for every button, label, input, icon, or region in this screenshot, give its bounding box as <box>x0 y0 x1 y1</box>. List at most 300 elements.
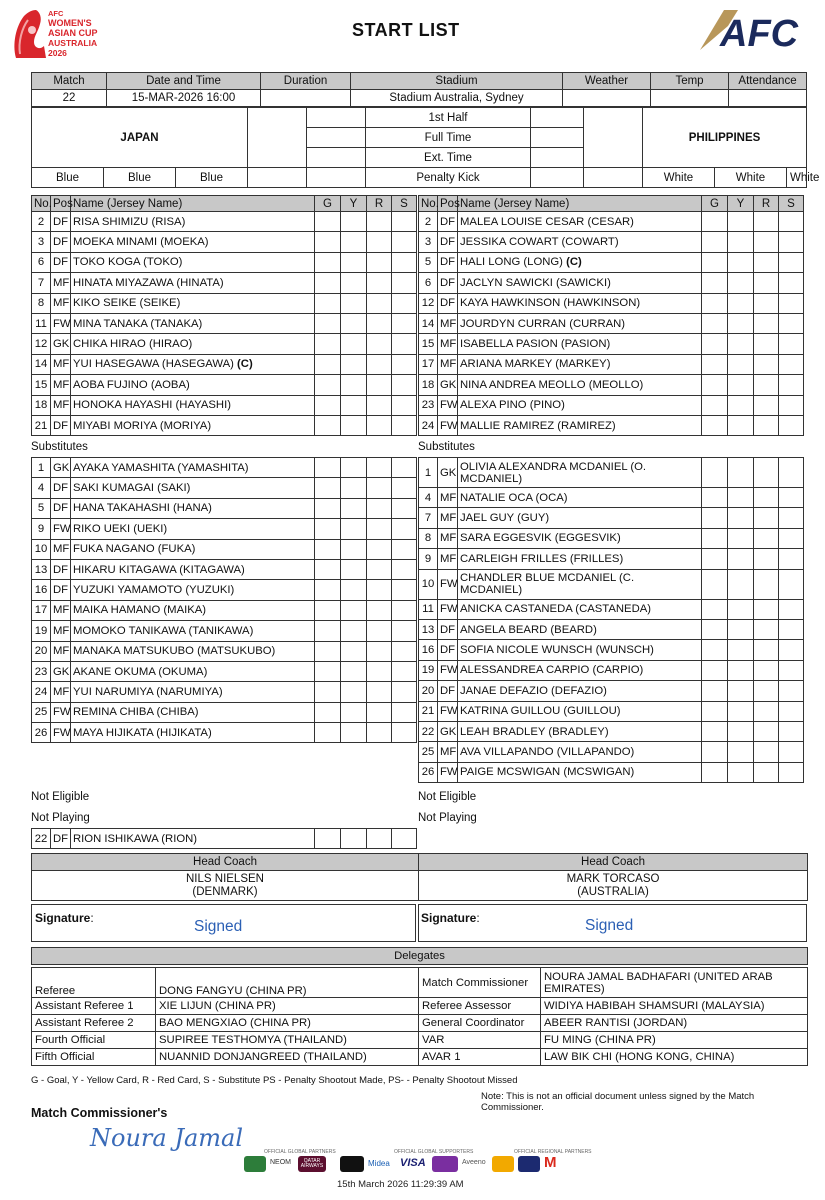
player-row <box>419 742 804 762</box>
player-name: ANICKA CASTANEDA (CASTANEDA) <box>458 599 702 619</box>
yellow-card-cell <box>341 641 367 661</box>
yellow-card-cell <box>728 508 754 528</box>
player-number: 20 <box>419 681 438 701</box>
substitute-cell <box>779 599 804 619</box>
yellow-card-cell <box>341 580 367 600</box>
player-row <box>32 580 417 600</box>
player-position: MF <box>438 334 458 354</box>
sponsor-logo-dark <box>340 1156 364 1172</box>
substitute-cell <box>779 252 804 272</box>
red-card-cell <box>754 458 779 488</box>
player-position: DF <box>438 619 458 639</box>
player-number: 8 <box>419 528 438 548</box>
substitute-cell <box>779 273 804 293</box>
substitute-cell <box>779 681 804 701</box>
yellow-card-cell <box>341 415 367 435</box>
yellow-card-cell <box>728 619 754 639</box>
player-row <box>419 458 804 488</box>
sponsor-logo-purple <box>432 1156 458 1172</box>
note-text: Note: This is not an official document unless signed by the Match Commissioner. <box>481 1091 755 1113</box>
home-kit-shirt: Blue <box>32 168 104 188</box>
player-row <box>32 395 417 415</box>
substitute-cell <box>779 762 804 782</box>
yellow-card-cell <box>341 600 367 620</box>
substitute-cell <box>779 395 804 415</box>
player-name: MALEA LOUISE CESAR (CESAR) <box>458 212 702 232</box>
goal-cell <box>315 354 341 374</box>
match-label: Match <box>32 73 107 90</box>
substitute-cell <box>392 293 417 313</box>
player-row <box>32 478 417 498</box>
substitute-cell <box>779 660 804 680</box>
away-starters-table <box>418 195 804 436</box>
player-number: 17 <box>32 600 51 620</box>
goal-cell <box>315 415 341 435</box>
col-name-header: Name (Jersey Name) <box>71 196 315 212</box>
col-red-header: R <box>367 196 392 212</box>
home-head-coach-label: Head Coach <box>32 854 419 871</box>
substitute-cell <box>392 252 417 272</box>
red-card-cell <box>754 375 779 395</box>
player-name: AVA VILLAPANDO (VILLAPANDO) <box>458 742 702 762</box>
sponsor-visa: VISA <box>400 1157 426 1169</box>
substitute-cell <box>779 508 804 528</box>
player-number: 21 <box>32 415 51 435</box>
home-coach-country: (DENMARK) <box>192 885 258 898</box>
delegate-role: Referee Assessor <box>419 998 541 1015</box>
substitute-cell <box>779 232 804 252</box>
player-name: REMINA CHIBA (CHIBA) <box>71 702 315 722</box>
player-name: SOFIA NICOLE WUNSCH (WUNSCH) <box>458 640 702 660</box>
substitute-cell <box>779 701 804 721</box>
red-card-cell <box>367 498 392 518</box>
red-card-cell <box>367 829 392 849</box>
player-number: 7 <box>419 508 438 528</box>
red-card-cell <box>367 334 392 354</box>
player-number: 15 <box>32 375 51 395</box>
yellow-card-cell <box>341 478 367 498</box>
home-not-playing-rows <box>31 828 417 849</box>
yellow-card-cell <box>341 334 367 354</box>
player-number: 6 <box>419 273 438 293</box>
yellow-card-cell <box>728 212 754 232</box>
substitute-cell <box>392 212 417 232</box>
col-pos-header: Pos <box>51 196 71 212</box>
away-score-cell <box>584 108 643 168</box>
player-row <box>32 702 417 722</box>
goal-cell <box>315 212 341 232</box>
substitute-cell <box>392 375 417 395</box>
substitute-cell <box>779 569 804 599</box>
svg-text:AUSTRALIA: AUSTRALIA <box>48 38 98 48</box>
away-starting-lineup <box>418 195 804 436</box>
player-row <box>419 488 804 508</box>
red-card-cell <box>754 569 779 599</box>
home-starting-lineup <box>31 195 417 436</box>
col-pos-header: Pos <box>438 196 458 212</box>
delegate-name: NUANNID DONJANGREED (THAILAND) <box>156 1049 419 1066</box>
player-row <box>32 723 417 743</box>
away-head-coach-label: Head Coach <box>419 854 808 871</box>
home-score-cell <box>248 108 307 168</box>
goal-cell <box>315 334 341 354</box>
player-row <box>32 313 417 333</box>
col-red-header: R <box>754 196 779 212</box>
substitute-cell <box>392 313 417 333</box>
home-substitutes-table <box>31 457 417 743</box>
player-number: 1 <box>32 458 51 478</box>
player-number: 8 <box>32 293 51 313</box>
player-position: MF <box>51 395 71 415</box>
red-card-cell <box>754 273 779 293</box>
player-name: OLIVIA ALEXANDRA MCDANIEL (O. MCDANIEL) <box>458 458 702 488</box>
goal-cell <box>702 742 728 762</box>
svg-text:AFC: AFC <box>48 9 64 18</box>
player-number: 2 <box>32 212 51 232</box>
player-position: MF <box>51 539 71 559</box>
yellow-card-cell <box>728 334 754 354</box>
delegate-role: Fourth Official <box>32 1032 156 1049</box>
red-card-cell <box>367 559 392 579</box>
substitute-cell <box>779 458 804 488</box>
yellow-card-cell <box>728 742 754 762</box>
player-name: NATALIE OCA (OCA) <box>458 488 702 508</box>
player-name: JACLYN SAWICKI (SAWICKI) <box>458 273 702 293</box>
player-number: 18 <box>419 375 438 395</box>
player-position: MF <box>438 354 458 374</box>
player-number: 21 <box>419 701 438 721</box>
yellow-card-cell <box>341 375 367 395</box>
player-number: 16 <box>419 640 438 660</box>
player-number: 4 <box>419 488 438 508</box>
home-not-playing-label: Not Playing <box>31 812 90 824</box>
substitute-cell <box>392 723 417 743</box>
player-position: DF <box>51 232 71 252</box>
away-signed-text: Signed <box>585 917 634 934</box>
player-name: JANAE DEFAZIO (DEFAZIO) <box>458 681 702 701</box>
red-card-cell <box>367 232 392 252</box>
player-name: JOURDYN CURRAN (CURRAN) <box>458 313 702 333</box>
duration-label: Duration <box>261 73 351 90</box>
red-card-cell <box>367 478 392 498</box>
sponsor-aveeno: Aveeno <box>462 1159 486 1166</box>
player-number: 16 <box>32 580 51 600</box>
player-name: CARLEIGH FRILLES (FRILLES) <box>458 549 702 569</box>
goal-cell <box>702 619 728 639</box>
away-signature-box: Signature: Signed <box>418 904 807 942</box>
player-number: 22 <box>32 829 51 849</box>
col-yellow-header: Y <box>728 196 754 212</box>
player-row <box>419 395 804 415</box>
player-name: ALEXA PINO (PINO) <box>458 395 702 415</box>
player-number: 19 <box>32 621 51 641</box>
yellow-card-cell <box>728 599 754 619</box>
player-row <box>419 293 804 313</box>
yellow-card-cell <box>728 660 754 680</box>
goal-cell <box>315 661 341 681</box>
yellow-card-cell <box>341 702 367 722</box>
yellow-card-cell <box>341 661 367 681</box>
player-position: GK <box>438 721 458 741</box>
player-row <box>419 701 804 721</box>
goal-cell <box>315 293 341 313</box>
red-card-cell <box>367 580 392 600</box>
substitute-cell <box>779 528 804 548</box>
red-card-cell <box>367 313 392 333</box>
red-card-cell <box>754 252 779 272</box>
yellow-card-cell <box>728 252 754 272</box>
yellow-card-cell <box>341 519 367 539</box>
match-info-table <box>31 72 807 107</box>
goal-cell <box>315 723 341 743</box>
player-name: PAIGE MCSWIGAN (MCSWIGAN) <box>458 762 702 782</box>
substitute-cell <box>392 478 417 498</box>
col-name-header: Name (Jersey Name) <box>458 196 702 212</box>
datetime-label: Date and Time <box>107 73 261 90</box>
player-position: GK <box>51 334 71 354</box>
player-position: DF <box>438 681 458 701</box>
away-team-name: PHILIPPINES <box>643 108 807 168</box>
sponsor-neom: NEOM <box>270 1159 291 1166</box>
player-position: DF <box>438 212 458 232</box>
sponsor-logo-icon <box>244 1156 266 1172</box>
player-position: DF <box>438 252 458 272</box>
yellow-card-cell <box>341 621 367 641</box>
substitute-cell <box>779 293 804 313</box>
red-card-cell <box>754 508 779 528</box>
player-row <box>32 212 417 232</box>
red-card-cell <box>754 488 779 508</box>
player-name: ARIANA MARKEY (MARKEY) <box>458 354 702 374</box>
home-signature-label: Signature <box>35 911 91 925</box>
substitute-cell <box>392 621 417 641</box>
home-starters-table <box>31 195 417 436</box>
sponsor-qatar: QATAR AIRWAYS <box>298 1156 326 1172</box>
player-row <box>32 641 417 661</box>
yellow-card-cell <box>728 273 754 293</box>
substitute-cell <box>779 334 804 354</box>
substitute-cell <box>392 661 417 681</box>
red-card-cell <box>367 354 392 374</box>
player-name: HINATA MIYAZAWA (HINATA) <box>71 273 315 293</box>
red-card-cell <box>754 721 779 741</box>
red-card-cell <box>367 600 392 620</box>
goal-cell <box>702 334 728 354</box>
player-row <box>32 539 417 559</box>
player-row <box>32 293 417 313</box>
head-coach-table <box>31 853 808 901</box>
home-kit-shorts: Blue <box>104 168 176 188</box>
yellow-card-cell <box>341 539 367 559</box>
match-weather <box>563 90 651 107</box>
goal-cell <box>702 313 728 333</box>
player-row <box>419 252 804 272</box>
player-number: 25 <box>419 742 438 762</box>
player-row <box>32 273 417 293</box>
player-position: MF <box>51 682 71 702</box>
goal-cell <box>315 621 341 641</box>
player-row <box>419 681 804 701</box>
col-goal-header: G <box>315 196 341 212</box>
red-card-cell <box>754 549 779 569</box>
player-number: 22 <box>419 721 438 741</box>
away-substitutes-label: Substitutes <box>418 441 475 453</box>
col-sub-header: S <box>779 196 804 212</box>
player-number: 10 <box>419 569 438 599</box>
col-yellow-header: Y <box>341 196 367 212</box>
substitute-cell <box>392 702 417 722</box>
red-card-cell <box>754 742 779 762</box>
delegate-name: DONG FANGYU (CHINA PR) <box>156 968 419 998</box>
player-number: 13 <box>32 559 51 579</box>
away-coach-name: MARK TORCASO <box>566 872 660 885</box>
player-name: MALLIE RAMIREZ (RAMIREZ) <box>458 415 702 435</box>
home-substitutes-label: Substitutes <box>31 441 88 453</box>
home-team-name: JAPAN <box>32 108 248 168</box>
red-card-cell <box>367 723 392 743</box>
substitute-cell <box>392 273 417 293</box>
goal-cell <box>702 375 728 395</box>
red-card-cell <box>754 599 779 619</box>
yellow-card-cell <box>341 293 367 313</box>
red-card-cell <box>754 293 779 313</box>
player-number: 2 <box>419 212 438 232</box>
red-card-cell <box>367 415 392 435</box>
player-number: 14 <box>419 313 438 333</box>
red-card-cell <box>367 252 392 272</box>
goal-cell <box>702 569 728 599</box>
goal-cell <box>315 580 341 600</box>
red-card-cell <box>367 539 392 559</box>
home-signed-text: Signed <box>194 918 243 935</box>
red-card-cell <box>367 273 392 293</box>
home-not-eligible-label: Not Eligible <box>31 791 90 803</box>
red-card-cell <box>367 641 392 661</box>
match-attendance <box>729 90 807 107</box>
player-name: SARA EGGESVIK (EGGESVIK) <box>458 528 702 548</box>
player-name: YUI NARUMIYA (NARUMIYA) <box>71 682 315 702</box>
stadium-label: Stadium <box>351 73 563 90</box>
yellow-card-cell <box>341 829 367 849</box>
yellow-card-cell <box>728 313 754 333</box>
red-card-cell <box>754 640 779 660</box>
yellow-card-cell <box>728 488 754 508</box>
player-position: DF <box>438 273 458 293</box>
player-name: AYAKA YAMASHITA (YAMASHITA) <box>71 458 315 478</box>
player-position: DF <box>51 478 71 498</box>
player-row <box>419 569 804 599</box>
player-position: DF <box>51 559 71 579</box>
timestamp: 15th March 2026 11:29:39 AM <box>337 1179 464 1190</box>
player-row <box>419 508 804 528</box>
substitute-cell <box>392 354 417 374</box>
player-position: MF <box>438 549 458 569</box>
substitute-cell <box>779 549 804 569</box>
sponsor-logo-yellow <box>492 1156 514 1172</box>
red-card-cell <box>367 682 392 702</box>
player-number: 23 <box>419 395 438 415</box>
player-name: FUKA NAGANO (FUKA) <box>71 539 315 559</box>
yellow-card-cell <box>728 549 754 569</box>
yellow-card-cell <box>728 762 754 782</box>
player-row <box>419 762 804 782</box>
afc-logo <box>698 6 803 55</box>
player-name: MOMOKO TANIKAWA (TANIKAWA) <box>71 621 315 641</box>
player-position: DF <box>51 252 71 272</box>
away-kit-socks: White <box>787 168 807 188</box>
delegate-name: BAO MENGXIAO (CHINA PR) <box>156 1015 419 1032</box>
yellow-card-cell <box>341 232 367 252</box>
player-name: HANA TAKAHASHI (HANA) <box>71 498 315 518</box>
red-card-cell <box>754 701 779 721</box>
goal-cell <box>315 600 341 620</box>
substitute-cell <box>779 354 804 374</box>
goal-cell <box>702 488 728 508</box>
substitute-cell <box>779 721 804 741</box>
player-name: RISA SHIMIZU (RISA) <box>71 212 315 232</box>
player-row <box>32 498 417 518</box>
col-no-header: No. <box>419 196 438 212</box>
player-number: 26 <box>32 723 51 743</box>
sponsor-midea: Midea <box>368 1159 390 1168</box>
player-row <box>419 415 804 435</box>
delegate-name: FU MING (CHINA PR) <box>541 1032 808 1049</box>
goal-cell <box>315 519 341 539</box>
goal-cell <box>315 641 341 661</box>
player-position: DF <box>438 293 458 313</box>
yellow-card-cell <box>728 721 754 741</box>
player-row <box>419 640 804 660</box>
legend-text: G - Goal, Y - Yellow Card, R - Red Card, S - Substitute PS - Penalty Shootout Made, PS- - Penalty Shootout Missed <box>31 1075 518 1086</box>
player-position: GK <box>51 661 71 681</box>
substitute-cell <box>392 498 417 518</box>
player-name: MAIKA HAMANO (MAIKA) <box>71 600 315 620</box>
red-card-cell <box>367 458 392 478</box>
goal-cell <box>702 660 728 680</box>
substitute-cell <box>779 742 804 762</box>
delegates-table <box>31 947 808 1066</box>
goal-cell <box>702 293 728 313</box>
match-temp <box>651 90 729 107</box>
player-position: DF <box>51 498 71 518</box>
match-number: 22 <box>32 90 107 107</box>
sponsor-mcdonalds: M <box>544 1154 557 1171</box>
away-not-eligible-label: Not Eligible <box>418 791 477 803</box>
yellow-card-cell <box>728 640 754 660</box>
substitute-cell <box>392 334 417 354</box>
goal-cell <box>315 458 341 478</box>
weather-label: Weather <box>563 73 651 90</box>
col-goal-header: G <box>702 196 728 212</box>
player-name: CHIKA HIRAO (HIRAO) <box>71 334 315 354</box>
player-name: HALI LONG (LONG) (C) <box>458 252 702 272</box>
svg-text:ASIAN CUP: ASIAN CUP <box>48 28 98 38</box>
yellow-card-cell <box>341 682 367 702</box>
delegate-role: General Coordinator <box>419 1015 541 1032</box>
red-card-cell <box>367 661 392 681</box>
player-name: AOBA FUJINO (AOBA) <box>71 375 315 395</box>
goal-cell <box>702 721 728 741</box>
player-position: MF <box>438 528 458 548</box>
player-position: GK <box>438 375 458 395</box>
player-position: FW <box>51 519 71 539</box>
away-subs-table <box>418 457 804 783</box>
yellow-card-cell <box>728 458 754 488</box>
substitute-cell <box>779 488 804 508</box>
player-number: 17 <box>419 354 438 374</box>
player-number: 9 <box>419 549 438 569</box>
red-card-cell <box>367 621 392 641</box>
